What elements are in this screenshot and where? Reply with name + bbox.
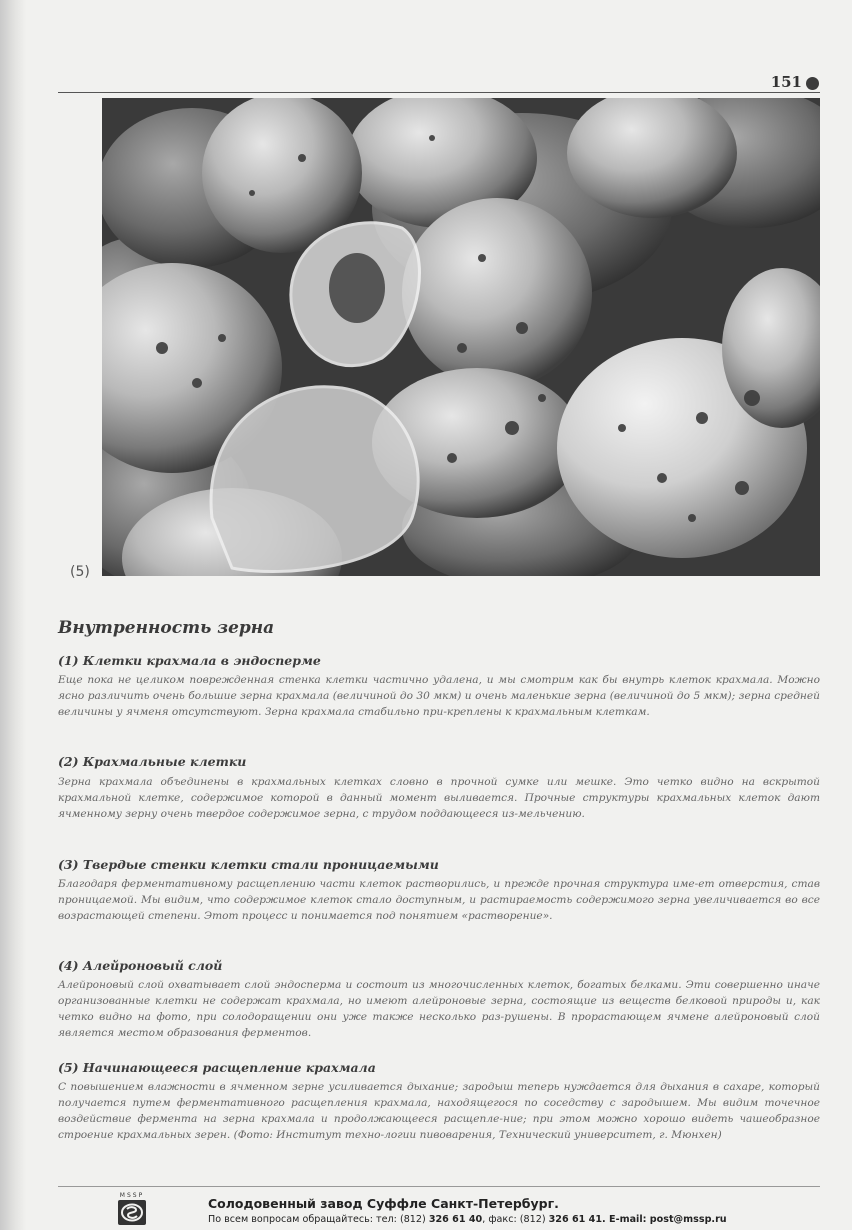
page-number: 151 (770, 73, 802, 91)
subheading-5: (5) Начинающееся расщепление крахмала (58, 1060, 376, 1075)
email-link[interactable]: post@mssp.ru (649, 1214, 727, 1225)
figure-number: (5) (70, 564, 90, 580)
micrograph-photo (102, 98, 820, 576)
paragraph-1: Еще пока не целиком поврежденная стенка клетки частично удалена, и мы смотрим как бы внутрь клеток крахмала. Можно ясно различить очень большие зерна крахмала (величиной до 30 мкм) и очень маленькие зерна (величиной до 5 мкм); зерна средней величины у ячменя отсутствуют. Зерна крахмала стабильно при-креплены к крахмальным клеткам. (58, 674, 820, 718)
footer-rule (58, 1186, 820, 1187)
page-bullet-icon (806, 77, 819, 90)
sem-micrograph-image (102, 98, 820, 576)
footer-logo (114, 1192, 150, 1226)
subheading-2: (2) Крахмальные клетки (58, 754, 247, 769)
paragraph-3: Благодаря ферментативному расщеплению части клеток растворились, и прежде прочная структура име-ет отверстия, став проницаемой. Мы видим, что содержимое клеток стало доступным, и растираемость содержимого зерна увеличивается во все возрастающей степени. Этот процесс и понимается под понятием «растворение». (58, 878, 820, 922)
logo-letters: MSSP (119, 1192, 145, 1199)
fax-label: , факс: (812) (482, 1214, 549, 1225)
section-title: Внутренность зерна (58, 618, 275, 638)
contacts-prefix: По всем вопросам обращайтесь: тел: (812) (208, 1214, 429, 1225)
email-label: . E-mail: (602, 1214, 650, 1225)
book-spine-shadow (0, 0, 26, 1230)
header-rule (58, 92, 820, 93)
fax-number: 326 61 41 (548, 1214, 603, 1225)
paragraph-2: Зерна крахмала объединены в крахмальных клетках словно в прочной сумке или мешке. Это четко видно на вскрытой крахмальной клетке, содержимое которой в данный момент выливается. Прочные структуры крахмальных клеток дают ячменному зерну очень твердое содержимое зерна, с трудом поддающееся из-мельчению. (58, 776, 820, 820)
phone-number: 326 61 40 (428, 1214, 483, 1225)
company-name: Солодовенный завод Суффле Санкт-Петербург. (208, 1196, 559, 1211)
subheading-4: (4) Алейроновый слой (58, 958, 223, 973)
paragraph-5: С повышением влажности в ячменном зерне усиливается дыхание; зародыш теперь нуждается для дыхания в сахаре, который получается путем ферментативного расщепления крахмала, находящегося по соседству с зародышем. Мы видим точечное воздействие фермента на зерна крахмала и продолжающееся расщепле-ние; при этом можно хорошо видеть чашеобразное строение крахмальных зерен. (Фото: Институт техно-логии пивоварения, Технический университет, г. Мюнхен) (58, 1081, 820, 1141)
contacts-line (208, 1214, 727, 1225)
subheading-1: (1) Клетки крахмала в эндосперме (58, 653, 321, 668)
subheading-3: (3) Твердые стенки клетки стали проницаемыми (58, 857, 439, 872)
paragraph-4: Алейроновый слой охватывает слой эндосперма и состоит из многочисленных клеток, богатых белками. Эти совершенно иначе организованные клетки не содержат крахмала, но имеют алейроновые зерна, состоящие из веществ белковой природы и, как четко видно на фото, при солодоращении они уже также несколько раз-рушены. В прорастающем ячмене алейроновый слой является местом образования ферментов. (58, 979, 820, 1039)
company-logo-icon (118, 1200, 146, 1225)
